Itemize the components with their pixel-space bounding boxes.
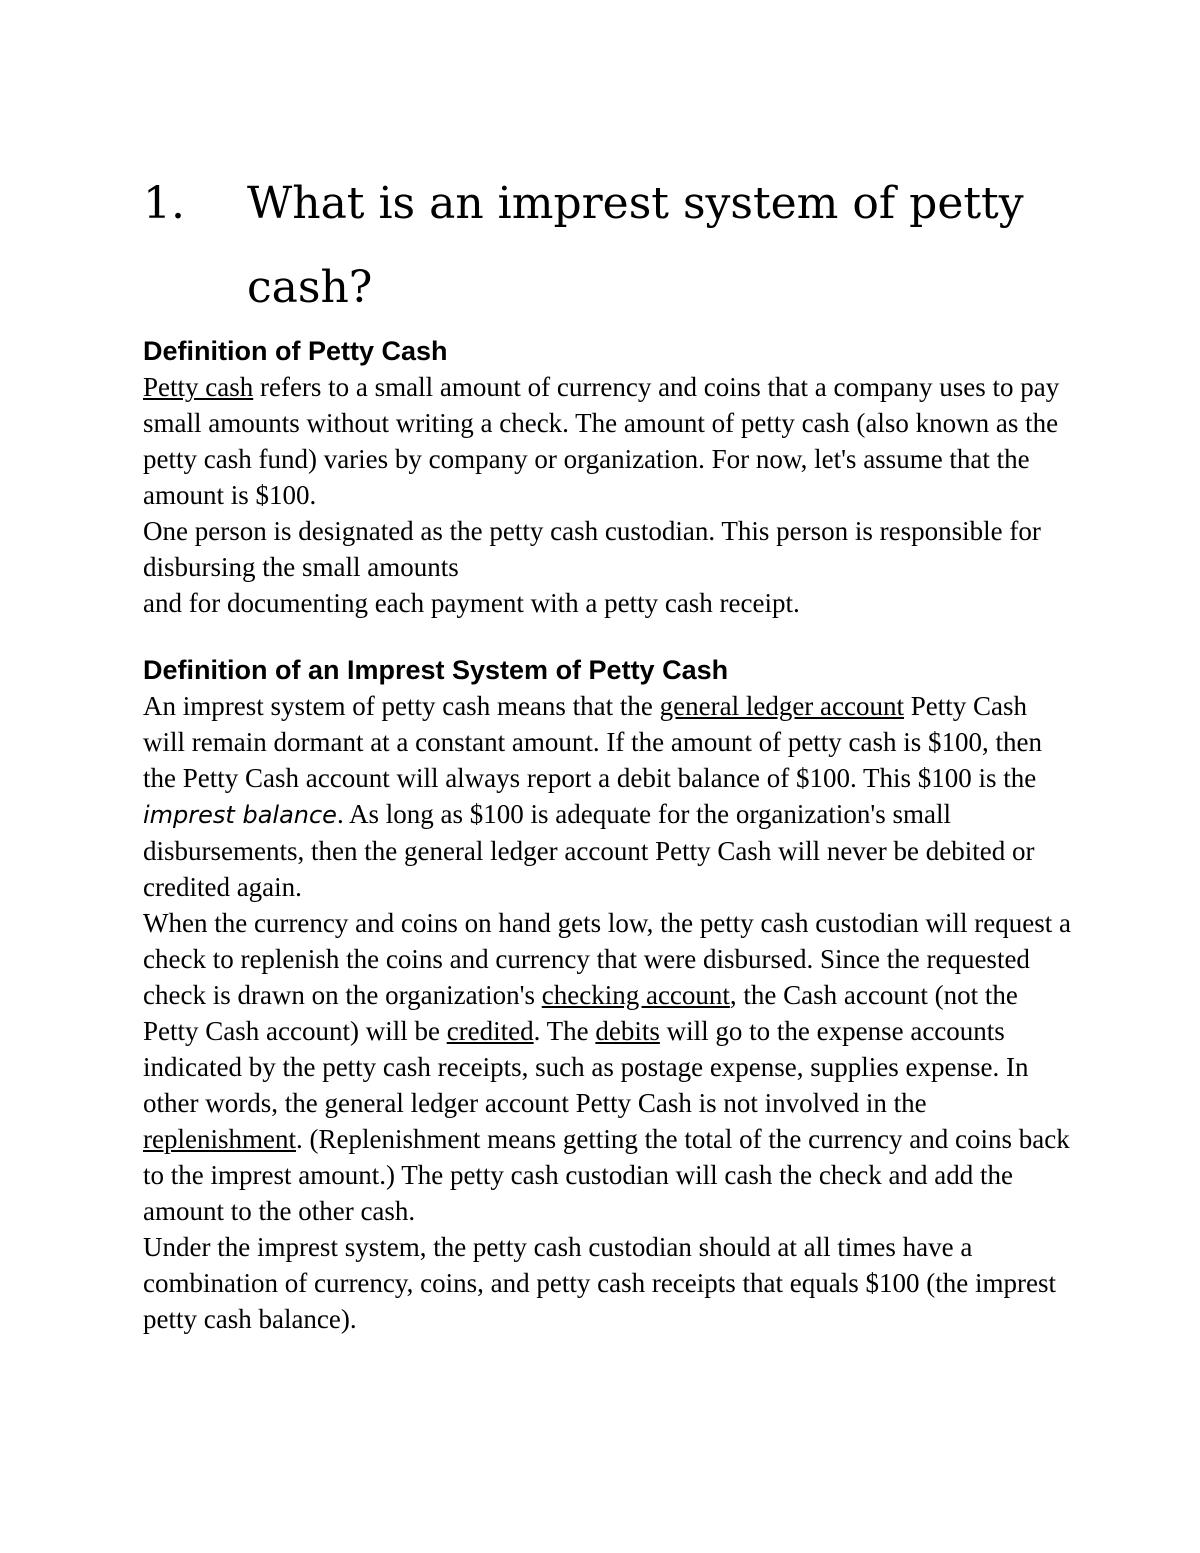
heading-number: 1. xyxy=(143,178,185,229)
heading-line-1: What is an imprest system of petty xyxy=(247,178,1024,229)
paragraph-text: , the Cash account (not the Petty Cash account) will be xyxy=(143,980,1018,1046)
paragraph: One person is designated as the petty cash custodian. This person is responsible for disbursing the small amounts xyxy=(143,516,1041,582)
link-general-ledger-account[interactable]: general ledger account xyxy=(659,691,904,721)
paragraph xyxy=(143,369,1073,513)
emphasis-imprest-balance: imprest balance xyxy=(143,801,337,829)
link-checking-account[interactable]: checking account xyxy=(541,980,730,1010)
link-credited[interactable]: credited xyxy=(446,1016,534,1046)
link-petty-cash[interactable]: Petty cash xyxy=(143,372,254,402)
paragraph-text: refers to a small amount of currency and coins that a company uses to pay small amounts without writing a check. The amount of petty cash (also known as the petty cash fund) varies by company or organization. For now, let's assume that the amount is $100. xyxy=(143,372,1060,510)
section-title-imprest-system: Definition of an Imprest System of Petty Cash xyxy=(143,655,729,685)
section-imprest-system-body xyxy=(143,688,1073,1337)
link-debits[interactable]: debits xyxy=(595,1016,660,1046)
paragraph-text: will go to the expense accounts indicated by the petty cash receipts, such as postage expense, supplies expense. In other words, the general ledger account Petty Cash is not involved in the xyxy=(143,1016,1029,1118)
paragraph: Under the imprest system, the petty cash custodian should at all times have a combination of currency, coins, and petty cash receipts that equals $100 (the imprest petty cash balance). xyxy=(143,1232,1056,1334)
paragraph xyxy=(143,905,1073,1229)
paragraph: and for documenting each payment with a petty cash receipt. xyxy=(143,588,800,618)
heading-text xyxy=(247,162,1067,330)
paragraph-text: . As long as $100 is adequate for the organization's small disbursements, then the general ledger account Petty Cash will never be debited or credited again. xyxy=(143,799,1035,902)
paragraph-text: . The xyxy=(533,1016,596,1046)
paragraph-text: An imprest system of petty cash means that the xyxy=(143,691,660,721)
section-petty-cash-body xyxy=(143,369,1073,621)
heading-line-2: cash? xyxy=(247,262,373,313)
paragraph-text: When the currency and coins on hand gets low, the petty cash custodian will request a check to replenish the coins and currency that were disbursed. Since the requested check is drawn on the organization's xyxy=(143,908,1071,1010)
link-replenishment[interactable]: replenishment xyxy=(143,1124,296,1154)
section-title-petty-cash: Definition of Petty Cash xyxy=(143,336,448,366)
paragraph xyxy=(143,688,1073,905)
paragraph-text: . (Replenishment means getting the total of the currency and coins back to the imprest amount.) The petty cash custodian will cash the check and add the amount to the other cash. xyxy=(143,1124,1070,1226)
paragraph-text: Petty Cash will remain dormant at a constant amount. If the amount of petty cash is $100, then the Petty Cash account will always report a debit balance of $100. This $100 is the xyxy=(143,691,1043,793)
